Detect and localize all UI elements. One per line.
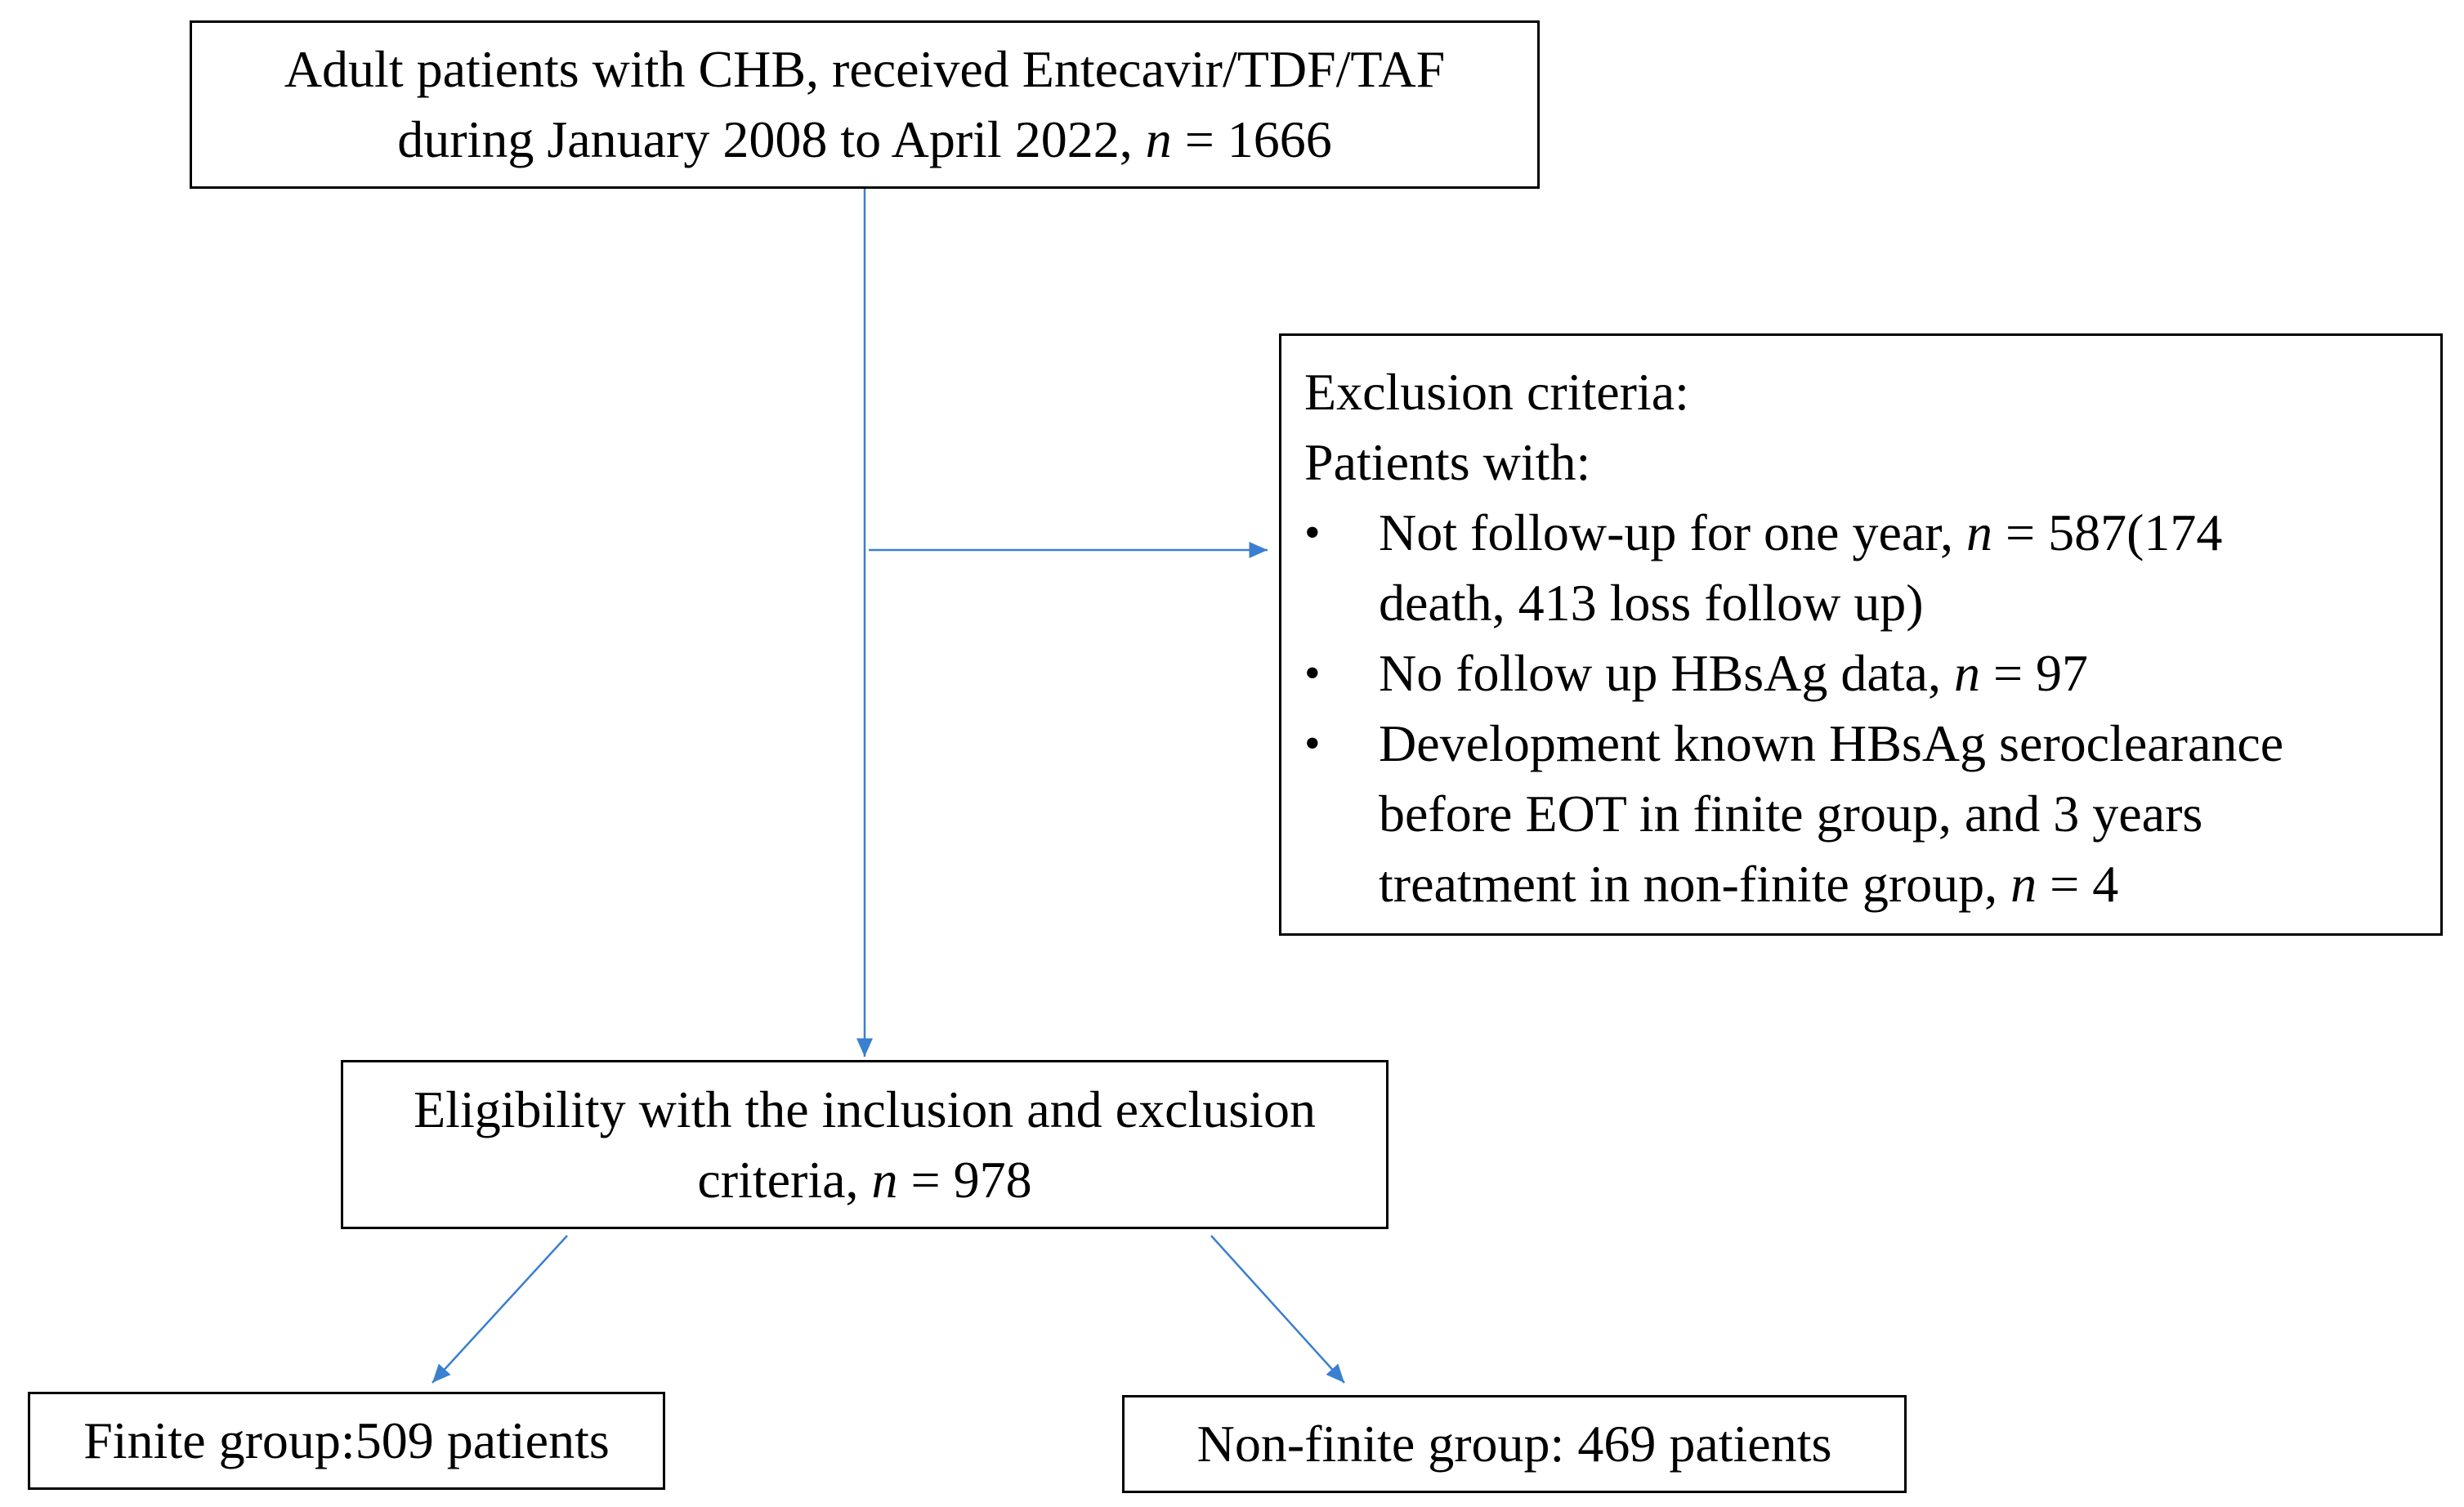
start-line-2-count: = 1666 (1171, 110, 1332, 168)
exclusion-item-text: Not follow-up for one year, (1379, 503, 1966, 561)
exclusion-item-line (1379, 638, 2440, 709)
n-symbol: n (871, 1150, 898, 1209)
arrow-eligible-to-finite (432, 1236, 567, 1383)
n-symbol: n (2010, 855, 2037, 913)
exclusion-item-text: treatment in non-finite group, (1379, 855, 2011, 913)
eligible-population-box (341, 1060, 1389, 1229)
n-symbol: n (1145, 110, 1172, 168)
exclusion-item (1304, 498, 2440, 638)
exclusion-item-count: = 4 (2037, 855, 2119, 913)
exclusion-item-line: Development known HBsAg seroclearance (1379, 714, 2284, 772)
eligible-line-2-count: = 978 (897, 1150, 1032, 1209)
eligible-line-1: Eligibility with the inclusion and exclusion (414, 1080, 1316, 1138)
start-population-box (190, 20, 1540, 189)
bullet-icon: • (1304, 648, 1321, 699)
finite-group-label: Finite group:509 patients (83, 1411, 610, 1469)
nonfinite-group-box (1122, 1395, 1907, 1493)
exclusion-item (1304, 638, 2440, 709)
exclusion-criteria-box (1279, 333, 2443, 936)
start-line-1: Adult patients with CHB, received Entecavir/TDF/TAF (284, 40, 1446, 98)
exclusion-item-line: before EOT in finite group, and 3 years (1379, 785, 2203, 843)
exclusion-title: Exclusion criteria: (1304, 363, 1689, 421)
exclusion-item-line (1379, 498, 2440, 568)
exclusion-item (1304, 709, 2440, 919)
start-line-2 (397, 105, 1332, 175)
exclusion-item-line: death, 413 loss follow up) (1379, 574, 1924, 632)
bullet-icon: • (1304, 508, 1321, 558)
bullet-icon: • (1304, 718, 1321, 769)
exclusion-subtitle: Patients with: (1304, 433, 1591, 491)
arrow-eligible-to-nonfinite (1211, 1236, 1344, 1383)
exclusion-item-text: No follow up HBsAg data, (1379, 644, 1954, 702)
n-symbol: n (1966, 503, 1992, 561)
nonfinite-group-label: Non-finite group: 469 patients (1196, 1415, 1832, 1473)
eligible-line-2 (697, 1145, 1031, 1215)
exclusion-item-count: = 97 (1979, 644, 2089, 702)
exclusion-list (1304, 498, 2440, 919)
exclusion-item-line (1379, 849, 2440, 919)
eligible-line-2-prefix: criteria, (697, 1150, 872, 1209)
n-symbol: n (1953, 644, 1980, 702)
finite-group-box (28, 1392, 665, 1490)
exclusion-item-count: = 587(174 (1992, 503, 2223, 561)
start-line-2-prefix: during January 2008 to April 2022, (397, 110, 1146, 168)
